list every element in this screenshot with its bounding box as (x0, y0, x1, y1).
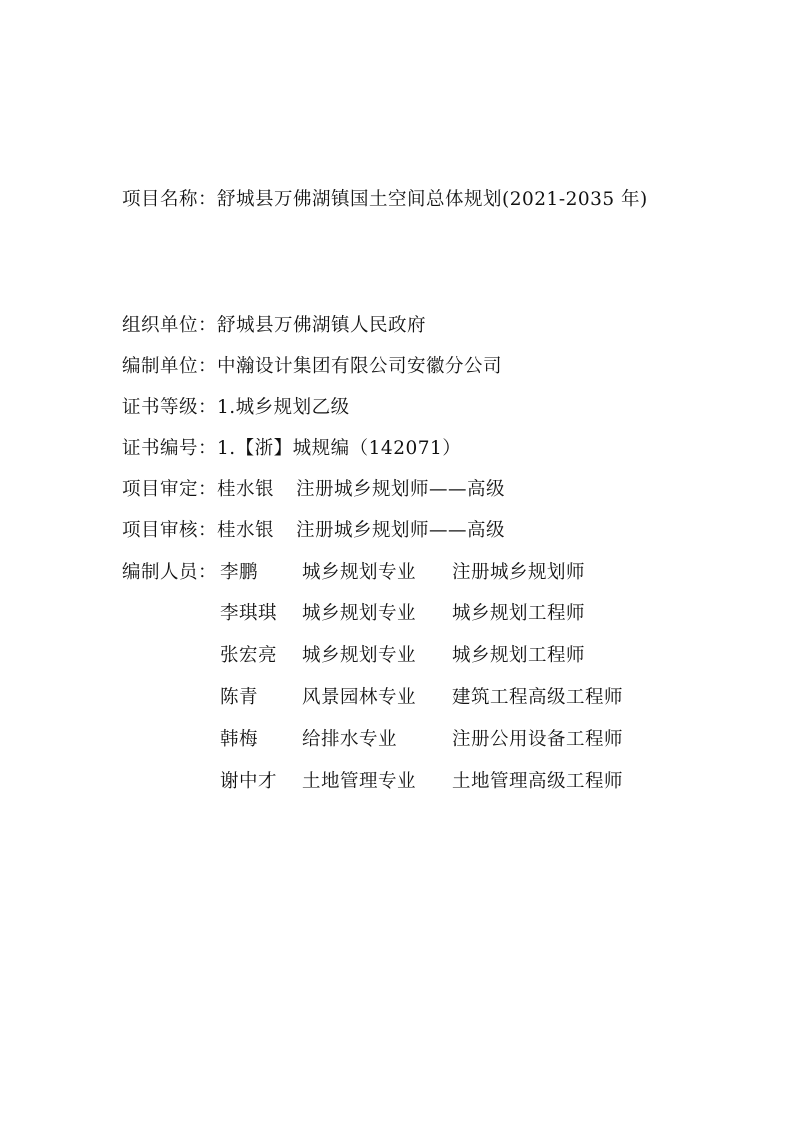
staff-major: 城乡规划专业 (302, 645, 417, 666)
staff-name: 张宏亮 (220, 645, 278, 666)
cert-number-value: 1.【浙】城规编（142071） (217, 438, 462, 459)
staff-major: 给排水专业 (302, 729, 398, 750)
staff-major: 城乡规划专业 (302, 562, 417, 583)
staff-title: 土地管理高级工程师 (452, 771, 624, 792)
cert-grade-value: 1.城乡规划乙级 (217, 397, 350, 418)
organizer-label: 组织单位： (122, 315, 218, 336)
checker-title: 注册城乡规划师——高级 (296, 520, 506, 541)
staff-title: 注册城乡规划师 (452, 562, 586, 583)
staff-name: 韩梅 (220, 729, 259, 750)
staff-title: 注册公用设备工程师 (452, 729, 624, 750)
cert-number-line (122, 437, 461, 461)
cert-number-label: 证书编号： (122, 438, 218, 459)
reviewer-line (122, 478, 505, 502)
staff-name: 谢中才 (220, 771, 278, 792)
staff-label: 编制人员： (122, 562, 218, 583)
compiler-value: 中瀚设计集团有限公司安徽分公司 (217, 356, 503, 377)
project-name-line (122, 188, 648, 212)
reviewer-title: 注册城乡规划师——高级 (296, 479, 506, 500)
checker-line (122, 519, 505, 543)
organizer-value: 舒城县万佛湖镇人民政府 (217, 315, 427, 336)
checker-name: 桂水银 (217, 520, 275, 541)
staff-title: 城乡规划工程师 (452, 645, 586, 666)
organizer-line (122, 314, 426, 338)
reviewer-name: 桂水银 (217, 479, 275, 500)
checker-label: 项目审核： (122, 520, 218, 541)
staff-name: 陈青 (220, 687, 259, 708)
cert-grade-line (122, 396, 350, 420)
project-name-value: 舒城县万佛湖镇国土空间总体规划(2021-2035 年) (217, 189, 648, 210)
compiler-line (122, 355, 502, 379)
staff-name: 李鹏 (220, 562, 259, 583)
compiler-label: 编制单位： (122, 356, 218, 377)
project-name-label: 项目名称： (122, 189, 218, 210)
staff-name: 李琪琪 (220, 603, 278, 624)
staff-major: 风景园林专业 (302, 687, 417, 708)
cert-grade-label: 证书等级： (122, 397, 218, 418)
staff-major: 土地管理专业 (302, 771, 417, 792)
reviewer-label: 项目审定： (122, 479, 218, 500)
staff-title: 城乡规划工程师 (452, 603, 586, 624)
staff-title: 建筑工程高级工程师 (452, 687, 624, 708)
staff-major: 城乡规划专业 (302, 603, 417, 624)
